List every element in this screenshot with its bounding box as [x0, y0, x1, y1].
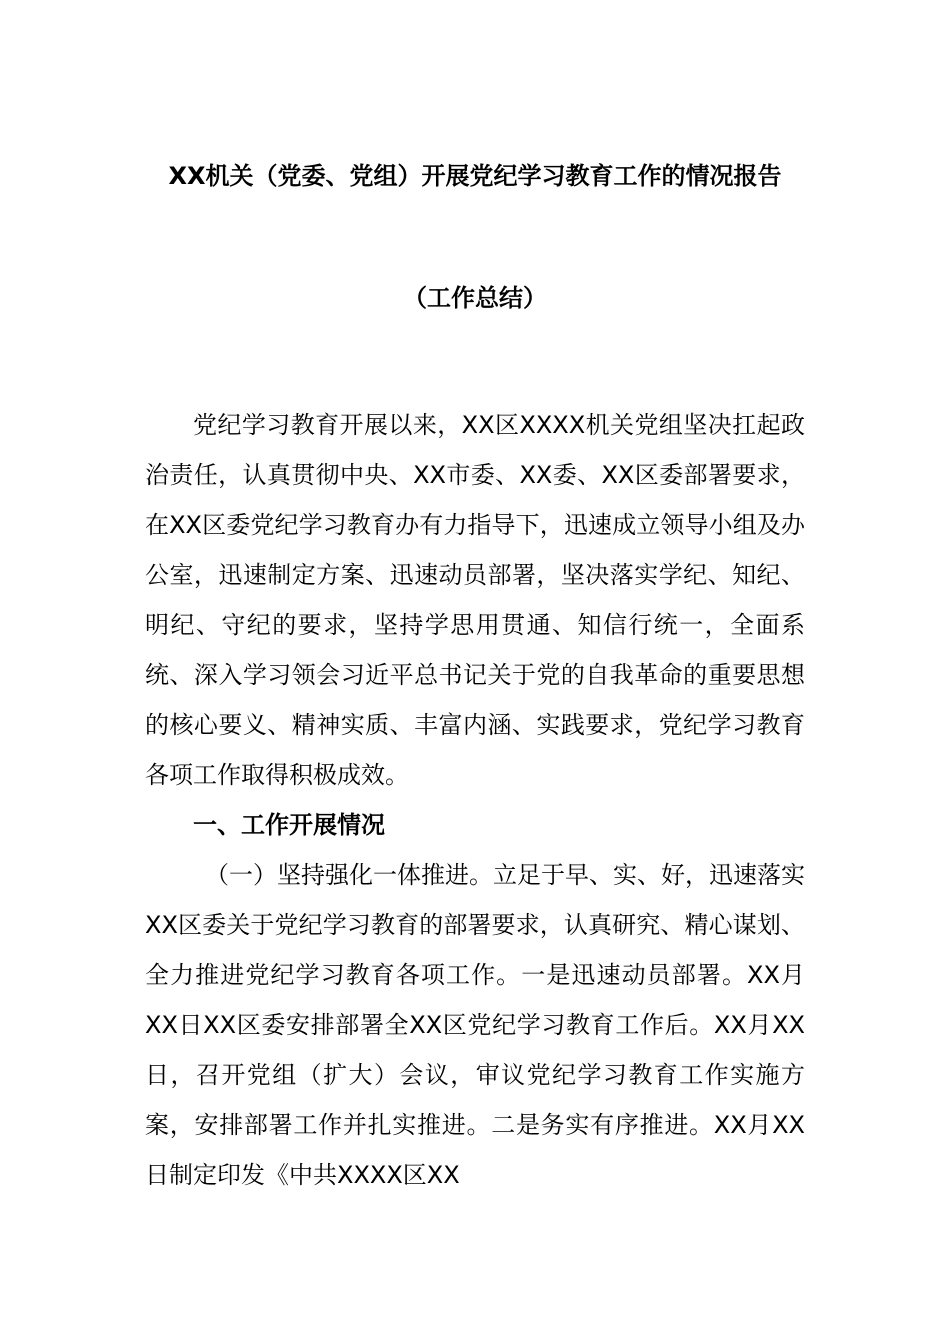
intro-paragraph: 党纪学习教育开展以来，XX区XXXX机关党组坚决扛起政治责任，认真贯彻中央、XX市委、XX委、XX区委部署要求，在XX区委党纪学习教育办有力指导下，迅速成立领导小组及办公室，迅速制定方案、迅速动员部署，坚决落实学纪、知纪、明纪、守纪的要求，坚持学思用贯通、知信行统一，全面系统、深入学习领会习近平总书记关于党的自我革命的重要思想的核心要义、精神实质、丰富内涵、实践要求，党纪学习教育各项工作取得积极成效。 [145, 411, 805, 789]
document-subtitle: （工作总结） [403, 284, 547, 312]
document-title: XX机关（党委、党组）开展党纪学习教育工作的情况报告 [168, 162, 782, 190]
section-heading: 一、工作开展情况 [193, 811, 385, 839]
section-paragraph: （一）坚持强化一体推进。立足于早、实、好，迅速落实XX区委关于党纪学习教育的部署要求，认真研究、精心谋划、全力推进党纪学习教育各项工作。一是迅速动员部署。XX月XX日XX区委安排部署全XX区党纪学习教育工作后。XX月XX日，召开党组（扩大）会议，审议党纪学习教育工作实施方案，安排部署工作并扎实推进。二是务实有序推进。XX月XX日制定印发《中共XXXX区XX [145, 861, 805, 1189]
document-body [145, 400, 805, 1200]
